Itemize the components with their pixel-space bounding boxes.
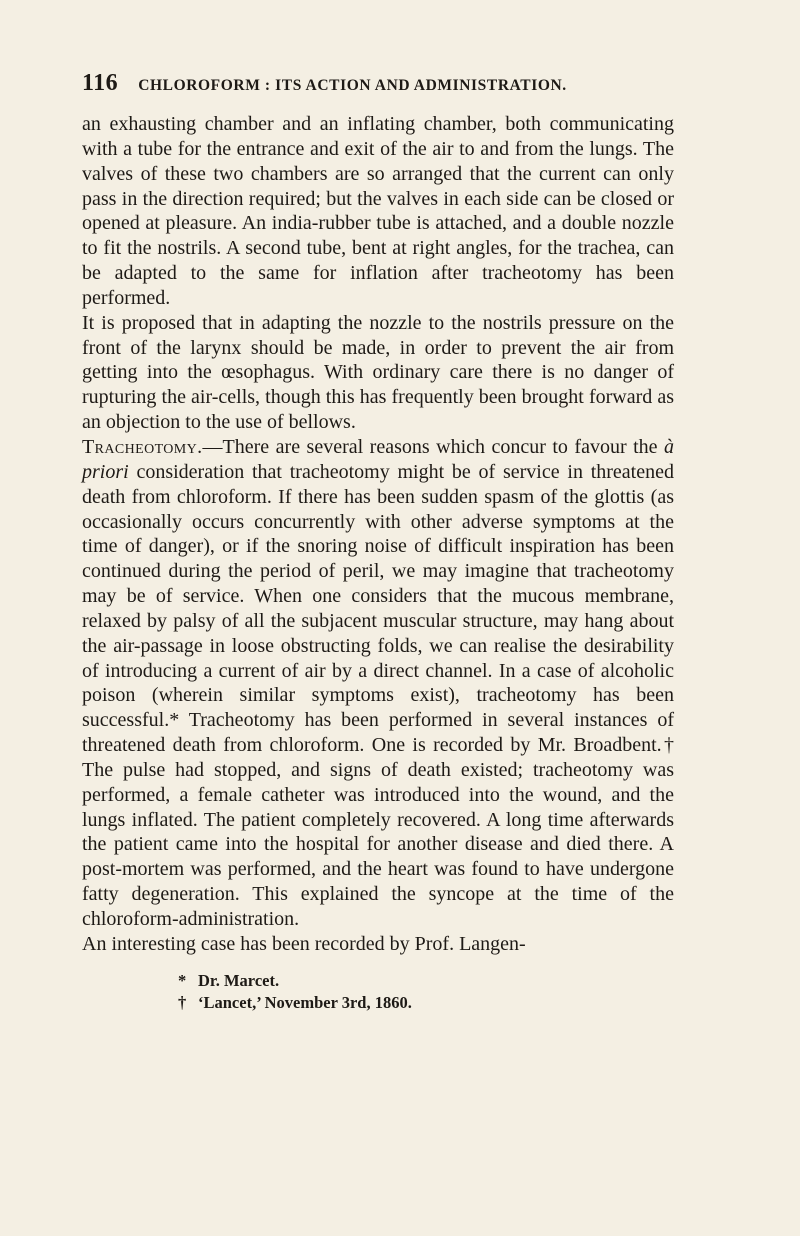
running-title: CHLOROFORM : ITS ACTION AND ADMINISTRATION. (138, 77, 567, 94)
footnote-mark: * (178, 970, 187, 990)
running-head (82, 70, 674, 100)
footnote-text: ‘Lancet,’ November 3rd, 1860. (198, 992, 412, 1012)
body-text (82, 112, 674, 957)
paragraph-2: It is proposed that in adapting the nozzle to the nostrils pressure on the front of the larynx should be made, in order to prevent the air from getting into the œsophagus. With ordinary care there is no danger of rupturing the air-cells, though this has frequently been brought forward as an objection to the use of bellows. (82, 311, 674, 434)
paragraph-4: An interesting case has been recorded by Prof. Langen- (82, 932, 526, 955)
footnote-1 (178, 970, 674, 992)
footnote-text: Dr. Marcet. (198, 970, 280, 990)
footnotes (82, 970, 674, 1014)
page-number: 116 (82, 70, 119, 96)
paragraph-3-italic: à priori (82, 435, 674, 483)
paragraph-3-text-a: —There are several reasons which concur to favour the (202, 435, 664, 458)
footnote-mark: † (178, 992, 187, 1012)
book-page (82, 70, 674, 1014)
paragraph-1: an exhausting chamber and an inflating chamber, both communicating with a tube for the entrance and exit of the air to and from the lungs. The valves of these two chambers are so arranged that the current can only pass in the direction required; but the valves in each side can be closed or opened at pleasure. An india-rubber tube is attached, and a double nozzle to fit the nostrils. A second tube, bent at right angles, for the trachea, can be adapted to the same for inflation after tracheotomy has been performed. (82, 113, 674, 309)
paragraph-3-text-b: consideration that tracheotomy might be of service in threatened death from chloroform. If there has been sudden spasm of the glottis (as occasionally occurs concurrently with other adverse symptoms at the time of danger), or if the snoring noise of difficult inspiration has been continued during the period of peril, we may imagine that tracheotomy may be of service. When one considers that the mucous membrane, relaxed by palsy of all the subjacent muscular structure, may hang about the air-passage in loose obstructing folds, we can realise the desirability of introducing a current of air by a direct channel. In a case of alcoholic poison (wherein similar symptoms exist), tracheotomy has been successful.* Tracheotomy has been performed in several instances of threatened death from chloroform. One is recorded by Mr. Broadbent.† The pulse had stopped, and signs of death existed; tracheotomy was performed, a female catheter was introduced into the wound, and the lungs inflated. The patient completely recovered. A long time afterwards the patient came into the hospital for another disease and died there. A post-mortem was performed, and the heart was found to have undergone fatty degeneration. This explained the syncope at the time of the chloroform-administration. (82, 460, 674, 930)
paragraph-3 (82, 435, 674, 932)
section-heading-tracheotomy: Tracheotomy. (82, 435, 203, 458)
footnote-2 (178, 992, 674, 1014)
